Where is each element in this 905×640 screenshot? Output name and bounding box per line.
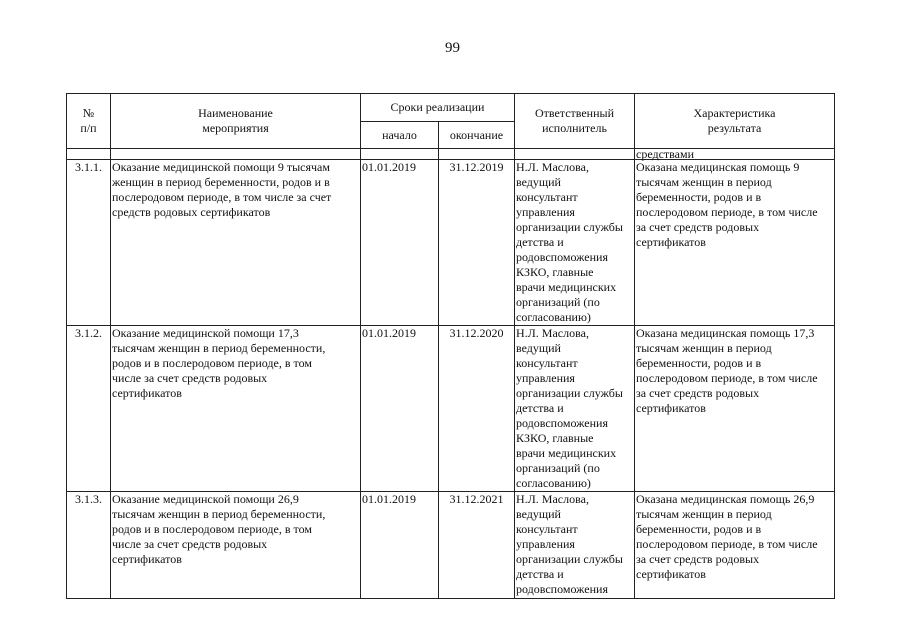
cont-num bbox=[67, 149, 111, 160]
row-name: Оказание медицинской помощи 17,3 тысячам женщин в период беременности, родов и в послеродовом периоде, в том числе за счет средств родовых сертификатов bbox=[111, 326, 361, 492]
cont-name bbox=[111, 149, 361, 160]
row-executor: Н.Л. Маслова, ведущий консультант управления организации службы детства и родовспоможения КЗКО, главные врачи медицинских организаций (по согласованию) bbox=[515, 160, 635, 326]
row-end: 31.12.2021 bbox=[439, 492, 515, 599]
header-terms: Сроки реализации bbox=[361, 94, 515, 122]
page-number: 99 bbox=[445, 40, 460, 56]
header-end: окончание bbox=[439, 122, 515, 149]
table-row bbox=[67, 326, 835, 492]
header-name: Наименование мероприятия bbox=[111, 94, 361, 149]
cont-start bbox=[361, 149, 439, 160]
activities-table bbox=[66, 93, 835, 599]
row-num: 3.1.2. bbox=[67, 326, 111, 492]
row-result: Оказана медицинская помощь 17,3 тысячам женщин в период беременности, родов и в послеродовом периоде, в том числе за счет средств родовых сертификатов bbox=[635, 326, 835, 492]
row-end: 31.12.2019 bbox=[439, 160, 515, 326]
row-result: Оказана медицинская помощь 26,9 тысячам женщин в период беременности, родов и в послеродовом периоде, в том числе за счет средств родовых сертификатов bbox=[635, 492, 835, 599]
continuation-row bbox=[67, 149, 835, 160]
row-num: 3.1.1. bbox=[67, 160, 111, 326]
row-end: 31.12.2020 bbox=[439, 326, 515, 492]
row-name: Оказание медицинской помощи 9 тысячам женщин в период беременности, родов и в послеродовом периоде, в том числе за счет средств родовых сертификатов bbox=[111, 160, 361, 326]
row-num: 3.1.3. bbox=[67, 492, 111, 599]
table-row bbox=[67, 160, 835, 326]
row-name: Оказание медицинской помощи 26,9 тысячам женщин в период беременности, родов и в послеродовом периоде, в том числе за счет средств родовых сертификатов bbox=[111, 492, 361, 599]
cont-executor bbox=[515, 149, 635, 160]
header-result: Характеристика результата bbox=[635, 94, 835, 149]
table-row bbox=[67, 492, 835, 599]
row-executor: Н.Л. Маслова, ведущий консультант управления организации службы детства и родовспоможения bbox=[515, 492, 635, 599]
row-start: 01.01.2019 bbox=[361, 160, 439, 326]
cont-end bbox=[439, 149, 515, 160]
header-start: начало bbox=[361, 122, 439, 149]
row-executor: Н.Л. Маслова, ведущий консультант управления организации службы детства и родовспоможения КЗКО, главные врачи медицинских организаций (по согласованию) bbox=[515, 326, 635, 492]
row-start: 01.01.2019 bbox=[361, 326, 439, 492]
cont-result: средствами bbox=[635, 149, 835, 160]
row-start: 01.01.2019 bbox=[361, 492, 439, 599]
header-num: № п/п bbox=[67, 94, 111, 149]
header-executor: Ответственный исполнитель bbox=[515, 94, 635, 149]
row-result: Оказана медицинская помощь 9 тысячам женщин в период беременности, родов и в послеродовом периоде, в том числе за счет средств родовых сертификатов bbox=[635, 160, 835, 326]
